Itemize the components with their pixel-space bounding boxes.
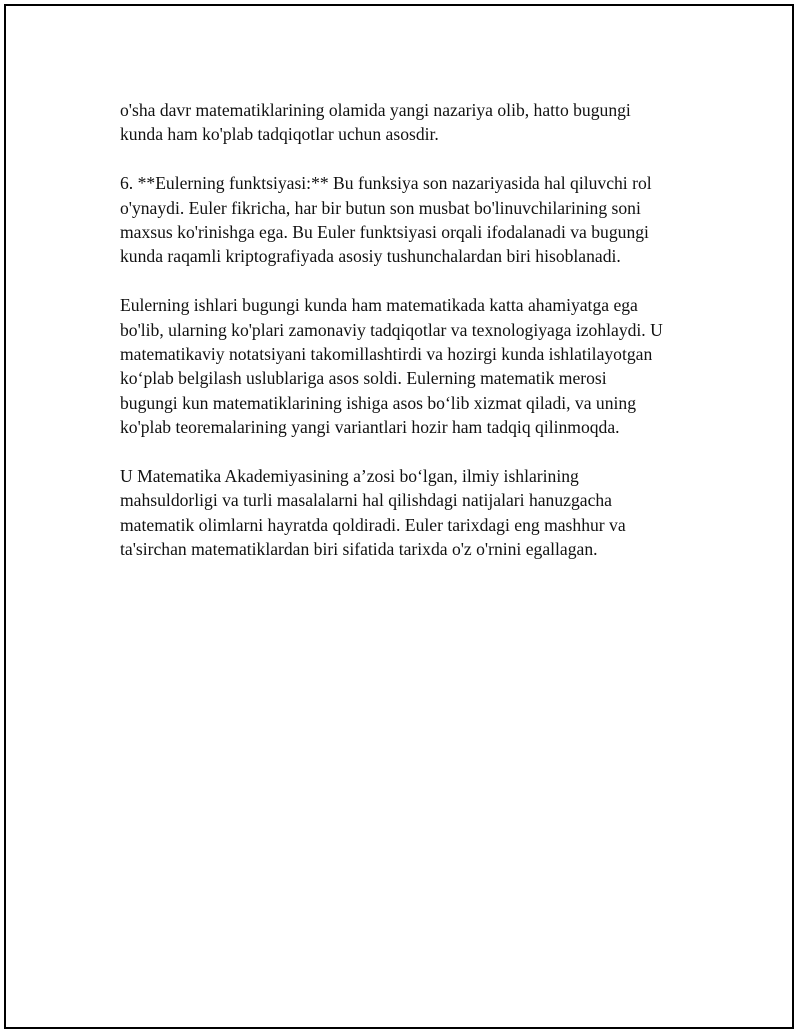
paragraph-line: mahsuldorligi va turli masalalarni hal qilishdagi natijalari hanuzgacha (120, 490, 612, 511)
paragraph-line: bo'lib, ularning ko'plari zamonaviy tadqiqotlar va texnologiyaga izohlaydi. U (120, 319, 663, 340)
paragraph-line: ko'plab teoremalarining yangi variantlari hozir ham tadqiq qilinmoqda. (120, 417, 620, 438)
paragraph-line: U Matematika Akademiyasining a’zosi bo‘lgan, ilmiy ishlarining (120, 466, 579, 487)
paragraph-line: o'sha davr matematiklarining olamida yangi nazariya olib, hatto bugungi (120, 100, 631, 120)
paragraph-line: ta'sirchan matematiklardan biri sifatida tarixda o'z o'rnini egallagan. (120, 539, 598, 560)
paragraph-line: matematik olimlarni hayratda qoldiradi. Euler tarixdagi eng mashhur va (120, 514, 626, 535)
paragraph-line: 6. **Eulerning funktsiyasi:** Bu funksiya son nazariyasida hal qiluvchi rol (120, 173, 652, 194)
paragraph-line: bugungi kun matematiklarining ishiga asos bo‘lib xizmat qiladi, va uning (120, 392, 637, 413)
paragraph-3 (120, 293, 700, 439)
paragraph-line: matematikaviy notatsiyani takomillashtirdi va hozirgi kunda ishlatilayotgan (120, 344, 653, 365)
paragraph-line: kunda raqamli kriptografiyada asosiy tushunchalardan biri hisoblanadi. (120, 246, 621, 267)
paragraph-line: Eulerning ishlari bugungi kunda ham matematikada katta ahamiyatga ega (120, 295, 638, 316)
document-body (120, 98, 700, 586)
page-frame (4, 4, 794, 1029)
paragraph-line: ko‘plab belgilash uslublariga asos soldi. Eulerning matematik merosi (120, 368, 607, 389)
paragraph-line: o'ynaydi. Euler fikricha, har bir butun son musbat bo'linuvchilarining soni (120, 197, 641, 218)
paragraph-1 (120, 98, 700, 147)
paragraph-4 (120, 464, 700, 562)
paragraph-2 (120, 171, 700, 269)
paragraph-line: kunda ham ko'plab tadqiqotlar uchun asosdir. (120, 124, 439, 145)
paragraph-line: maxsus ko'rinishga ega. Bu Euler funktsiyasi orqali ifodalanadi va bugungi (120, 222, 649, 243)
